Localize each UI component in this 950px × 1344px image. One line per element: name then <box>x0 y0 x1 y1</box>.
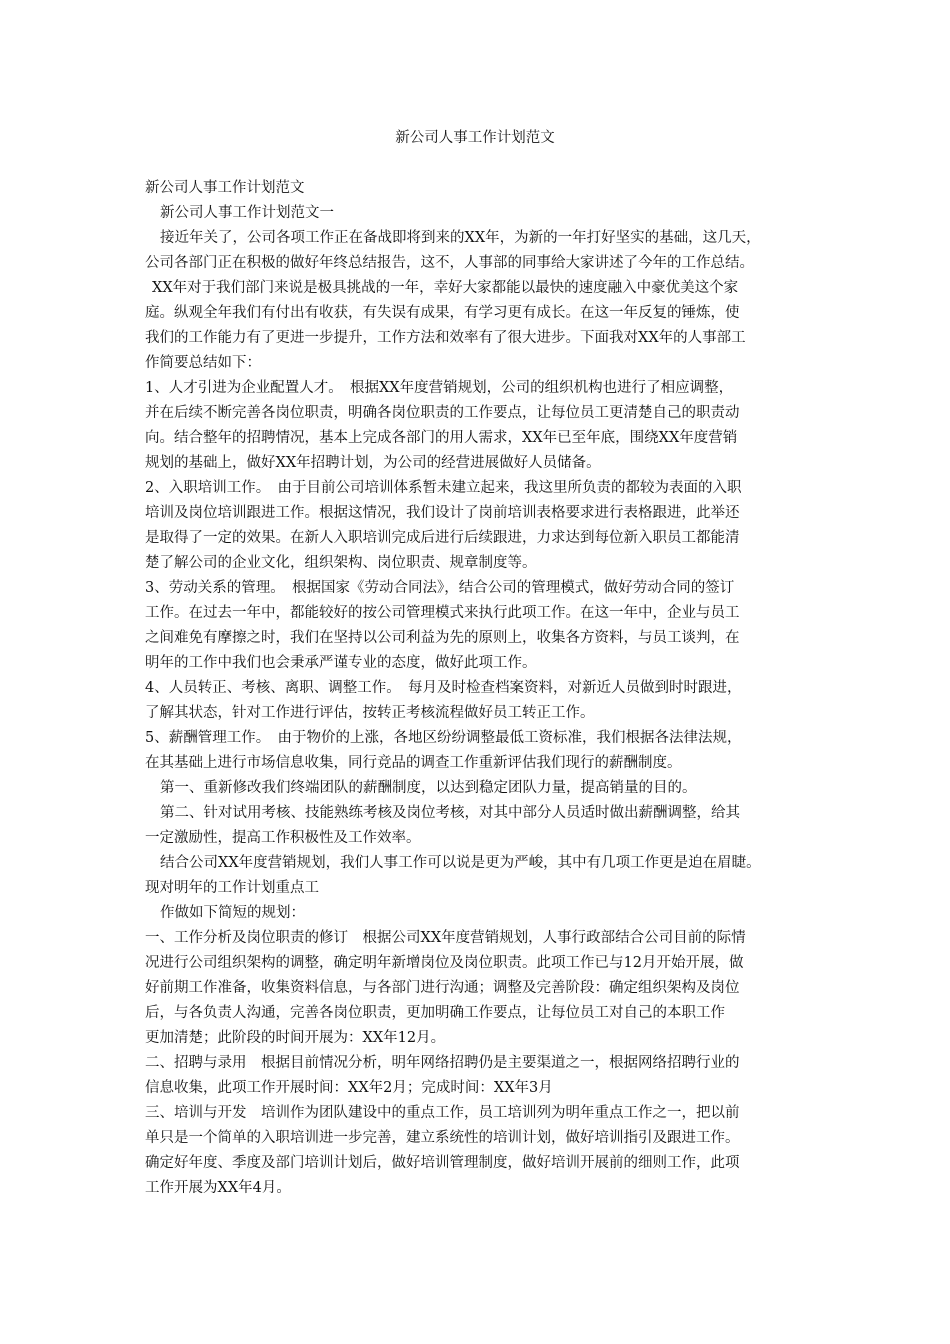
text-line: 况进行公司组织架构的调整，确定明年新增岗位及岗位职责。此项工作已与12月开始开展，做 <box>145 955 744 971</box>
text-line: 结合公司XX年度营销规划，我们人事工作可以说是更为严峻，其中有几项工作更是迫在眉睫。 <box>160 855 761 871</box>
document-title: 新公司人事工作计划范文 <box>395 130 555 146</box>
text-line: 工作开展为XX年4月。 <box>145 1180 291 1196</box>
text-line: 作简要总结如下： <box>145 355 261 371</box>
text-line: 我们的工作能力有了更进一步提升，工作方法和效率有了很大进步。下面我对XX年的人事部工 <box>145 330 746 346</box>
text-line: 第二、针对试用考核、技能熟练考核及岗位考核，对其中部分人员适时做出薪酬调整，给其 <box>160 805 740 821</box>
text-line: 接近年关了，公司各项工作正在备战即将到来的XX年，为新的一年打好坚实的基础，这几天， <box>160 230 761 246</box>
text-line: 明年的工作中我们也会秉承严谨专业的态度，做好此项工作。 <box>145 655 537 671</box>
text-line: 新公司人事工作计划范文一 <box>160 205 334 221</box>
text-line: 确定好年度、季度及部门培训计划后，做好培训管理制度，做好培训开展前的细则工作，此项 <box>145 1155 740 1171</box>
text-line: 公司各部门正在积极的做好年终总结报告，这不，人事部的同事给大家讲述了今年的工作总结。 <box>145 255 754 271</box>
text-line: 好前期工作准备，收集资料信息，与各部门进行沟通；调整及完善阶段：确定组织架构及岗位 <box>145 980 740 996</box>
text-line: 1、人才引进为企业配置人才。 根据XX年度营销规划，公司的组织机构也进行了相应调整， <box>145 380 734 396</box>
text-line: 新公司人事工作计划范文 <box>145 180 305 196</box>
text-line: 信息收集，此项工作开展时间：XX年2月；完成时间：XX年3月 <box>145 1080 553 1096</box>
text-line: 单只是一个简单的入职培训进一步完善，建立系统性的培训计划，做好培训指引及跟进工作。 <box>145 1130 740 1146</box>
text-line: 并在后续不断完善各岗位职责，明确各岗位职责的工作要点，让每位员工更清楚自己的职责动 <box>145 405 740 421</box>
text-line: 庭。纵观全年我们有付出有收获，有失误有成果，有学习更有成长。在这一年反复的锤炼，使 <box>145 305 740 321</box>
text-line: 二、招聘与录用 根据目前情况分析，明年网络招聘仍是主要渠道之一，根据网络招聘行业的 <box>145 1055 740 1071</box>
text-line: 向。结合整年的招聘情况，基本上完成各部门的用人需求，XX年已至年底，围绕XX年度营销 <box>145 430 738 446</box>
text-line: 三、培训与开发 培训作为团队建设中的重点工作，员工培训列为明年重点工作之一，把以前 <box>145 1105 740 1121</box>
text-line: 是取得了一定的效果。在新人入职培训完成后进行后续跟进，力求达到每位新入职员工都能清 <box>145 530 740 546</box>
text-line: 楚了解公司的企业文化，组织架构、岗位职责、规章制度等。 <box>145 555 537 571</box>
text-line: 第一、重新修改我们终端团队的薪酬制度，以达到稳定团队力量，提高销量的目的。 <box>160 780 697 796</box>
text-line: 一定激励性，提高工作积极性及工作效率。 <box>145 830 421 846</box>
text-line: 2、入职培训工作。 由于目前公司培训体系暂未建立起来，我这里所负责的都较为表面的入职 <box>145 480 742 496</box>
text-line: 作做如下简短的规划： <box>160 905 305 921</box>
text-line: 3、劳动关系的管理。 根据国家《劳动合同法》，结合公司的管理模式，做好劳动合同的签订 <box>145 580 735 596</box>
text-line: 工作。在过去一年中，都能较好的按公司管理模式来执行此项工作。在这一年中，企业与员工 <box>145 605 740 621</box>
text-line: 5、薪酬管理工作。 由于物价的上涨，各地区纷纷调整最低工资标准，我们根据各法律法规， <box>145 730 742 746</box>
text-line: 规划的基础上，做好XX年招聘计划，为公司的经营进展做好人员储备。 <box>145 455 601 471</box>
text-line: 培训及岗位培训跟进工作。根据这情况，我们设计了岗前培训表格要求进行表格跟进，此举还 <box>145 505 740 521</box>
text-line: XX年对于我们部门来说是极具挑战的一年，幸好大家都能以最快的速度融入中豪优美这个家 <box>152 280 739 296</box>
text-line: 现对明年的工作计划重点工 <box>145 880 319 896</box>
text-line: 4、人员转正、考核、离职、调整工作。 每月及时检查档案资料，对新近人员做到时时跟进， <box>145 680 742 696</box>
text-line: 后，与各负责人沟通，完善各岗位职责，更加明确工作要点，让每位员工对自己的本职工作 <box>145 1005 725 1021</box>
text-line: 在其基础上进行市场信息收集，同行竞品的调查工作重新评估我们现行的薪酬制度。 <box>145 755 682 771</box>
text-line: 之间难免有摩擦之时，我们在坚持以公司利益为先的原则上，收集各方资料，与员工谈判，在 <box>145 630 740 646</box>
text-line: 一、工作分析及岗位职责的修订 根据公司XX年度营销规划，人事行政部结合公司目前的际情 <box>145 930 746 946</box>
text-line: 更加清楚；此阶段的时间开展为：XX年12月。 <box>145 1030 446 1046</box>
text-line: 了解其状态，针对工作进行评估，按转正考核流程做好员工转正工作。 <box>145 705 595 721</box>
